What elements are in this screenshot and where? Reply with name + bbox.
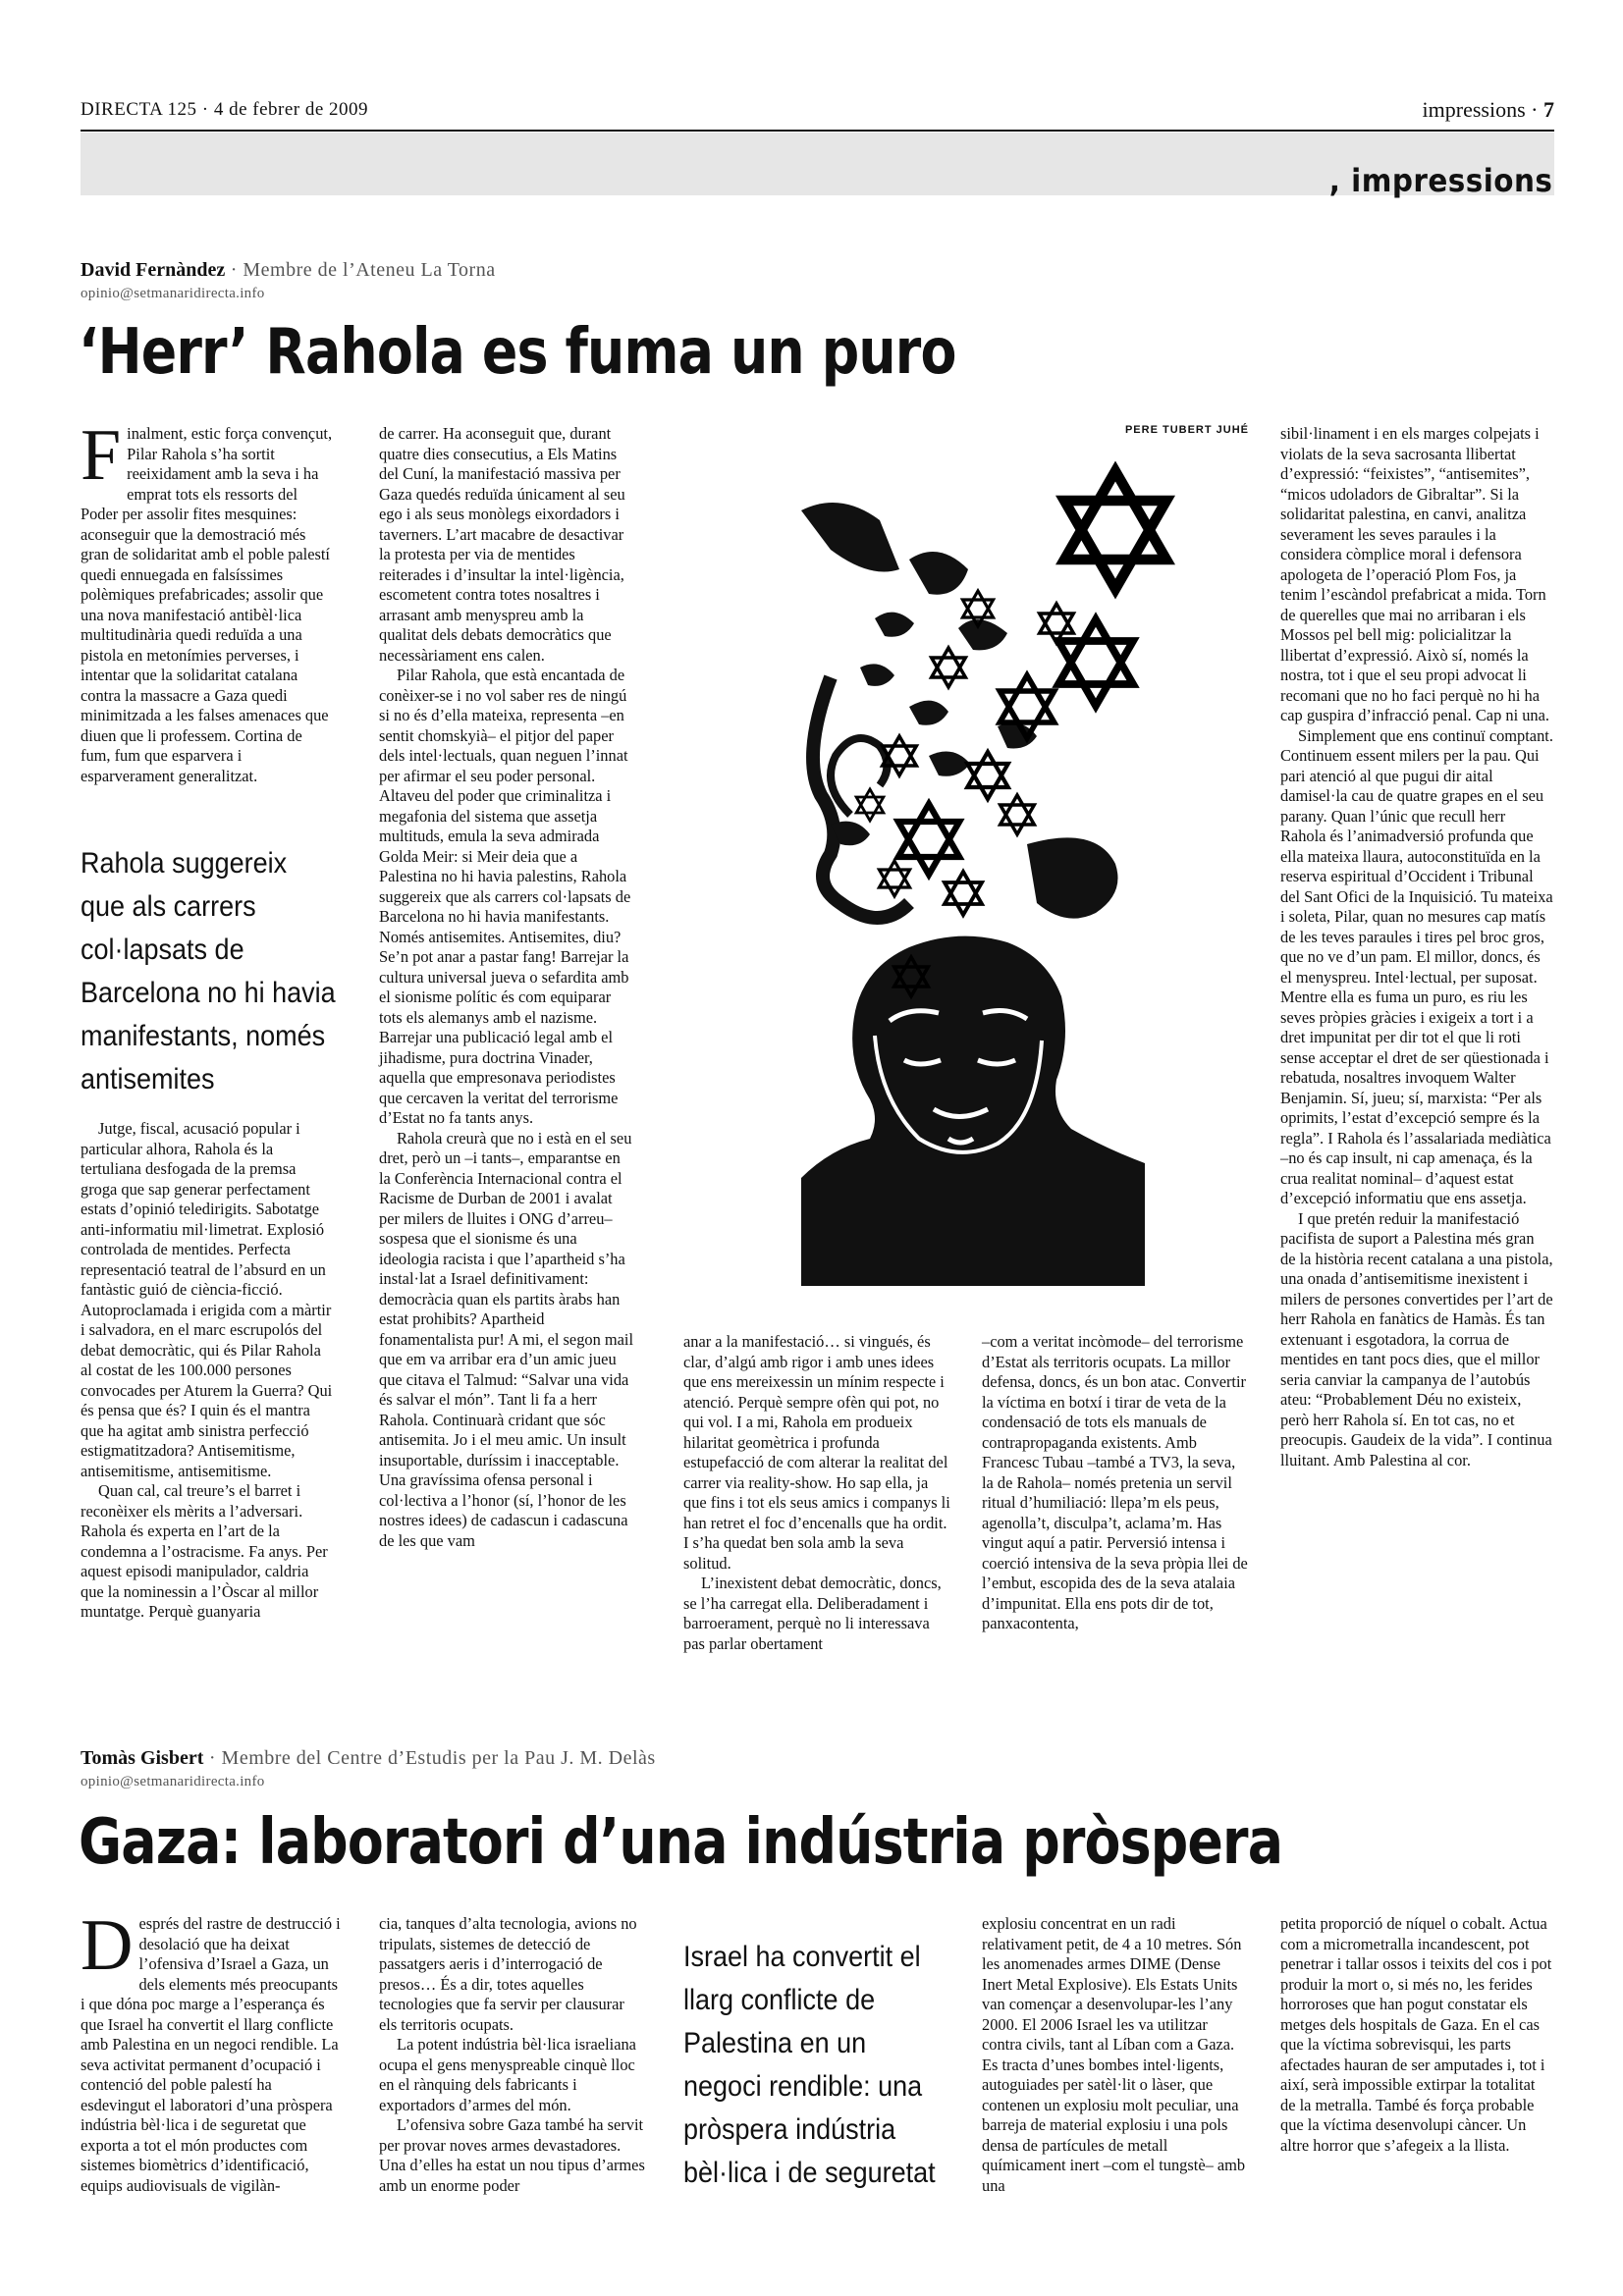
article1-col1-text: inalment, estic força convençut, Pilar Rahola s’ha sortit reeixidament amb la seva i ha emprat tots els ressorts del Poder per assolir fites mesquines: aconseguir que la demostració més gran de solidaritat amb el poble palestí quedi ennuegada en falsíssimes polèmiques prefabricades; assolir que una nova manifestació antibèl·lica multitudinària quedi reduïda a una pistola en metonímies perverses, i intentar que la solidaritat catalana contra la massacre a Gaza quedi minimitzada a les falses amenaces que diuen que li professem. Cortina de fum, fum que esparvera i esparverament generalitzat.	[81, 424, 333, 785]
article2-pull-quote: Israel ha convertit el llarg conflicte de Palestina en un negoci rendible: una pròspera indústria bèl·lica i de seguretat	[683, 1941, 936, 2189]
article1-column-1	[81, 415, 336, 786]
article1-col1-para2: Jutge, fiscal, acusació popular i particular alhora, Rahola és la tertuliana desfogada de la premsa groga que sap generar perfectament estats d’opinió teledirigits. Sabotatge anti-informatiu mil·limetrat. Explosió controlada de mentides. Perfecta representació teatral de l’absurd en un fantàstic guió de ciència-ficció. Autoproclamada i erigida com a màrtir i salvadora, en el marc escrupolós del debat democràtic, qui és Pilar Rahola al costat de les 100.000 persones convocades per Aturem la Guerra? Qui és pensa que és? I quin és el mantra que ha agitat amb sinistra perfecció estigmatitzadora? Antisemitisme, antisemitisme, antisemitisme.	[81, 1119, 333, 1480]
article1-col1-para3: Quan cal, cal treure’s el barret i reconèixer els mèrits a l’adversari. Rahola és experta en l’art de la condemna a l’ostracisme. Fa anys. Per aquest episodi manipulador, caldria que la nominessin a l’Òscar al millor muntatge. Perquè guanyaria	[81, 1481, 328, 1621]
article1-col5-para2: Simplement que ens continuï comptant. Continuem essent milers per la pau. Qui pari atenció al que pugui dir aital damisel·la cau de quatre grapes en el seu parany. Quan l’únic que recull herr Rahola és l’animadversió profunda que ella mateixa llaura, autoconstituïda en la reserva espiritual d’Occident i Tribunal del Sant Ofici de la Inquisició. Tu mateixa i soleta, Pilar, quan no mesures cap matís de les teves paraules i tires pel broc gros, que no ve d’un pam. El millor, doncs, és el menyspreu. Intel·lectual, per suposat. Mentre ella es fuma un puro, es riu les seves pròpies gràcies i exigeix a tort i a dret impunitat per dir tot el que li roti sense acceptar el dret de ser qüestionada i rebatuda, nosaltres invoquem Walter Benjamin. Sí, jueu; sí, marxista: “Per als oprimits, l’estat d’excepció sempre és la regla”. I Rahola és l’assalariada mediàtica –no és cap insult, ni cap amenaça, és la crua realitat nominal– d’aquest estat d’excepció informatiu que ens assetja.	[1280, 725, 1553, 1207]
article2-role: · Membre del Centre d’Estudis per la Pau J. M. Delàs	[203, 1747, 656, 1769]
article2-column-5	[1280, 1914, 1553, 2156]
article2-col2-para1: cia, tanques d’alta tecnologia, avions no tripulats, sistemes de detecció de passatgers aeris i d’interrogació de presos… És a dir, totes aquelles tecnologies que fa servir per clausurar els territoris ocupats.	[379, 1914, 637, 2034]
page-section-label	[1423, 97, 1554, 123]
article2-col5-para1: petita proporció de níquel o cobalt. Actua com a micrometralla incandescent, pot penetrar i tallar ossos i teixits del cos i pot produir la mort o, si més no, les ferides horroroses que han pogut constatar els metges dels hospitals de Gaza. En el cas que la víctima sobrevisqui, les parts afectades hauran de ser amputades i, tot i així, serà impossible extirpar la totalitat de la metralla. També és força probable que la víctima desenvolupi càncer. Un altre horror que s’afegeix a la llista.	[1280, 1914, 1552, 2155]
separator: ·	[1525, 97, 1543, 122]
article1-role: · Membre de l’Ateneu La Torna	[225, 259, 496, 281]
article1-column-4	[982, 1332, 1249, 1634]
article1-column-5	[1280, 424, 1553, 1470]
article2-byline	[81, 1747, 656, 1770]
article2-column-4	[982, 1914, 1249, 2196]
section-title: , impressions	[1328, 162, 1552, 199]
article1-byline	[81, 259, 496, 282]
article1-pull-quote: Rahola suggereix que als carrers col·lapsats de Barcelona no hi havia manifestants, només antisemites	[81, 847, 336, 1095]
article2-email[interactable]: opinio@setmanaridirecta.info	[81, 1774, 265, 1789]
article1-column-1b	[81, 1119, 336, 1623]
article2-column-2	[379, 1914, 646, 2196]
article1-col4-para1: –com a veritat incòmode– del terrorisme d’Estat als territoris ocupats. La millor defensa, doncs, és un bon atac. Convertir la víctima en botxí i tirar de veta de la condensació de tots els manuals de contrapropaganda existents. Amb Francesc Tubau –també a TV3, la seva, la de Rahola– només pretenia un servil ritual d’humiliació: llepa’m els peus, agenolla’t, disculpa’t, aclama’m. Has vingut aquí a patir. Perversió intensa i coerció intensiva de la seva pròpia llei de l’embut, escopida des de la seva atalaia d’impunitat. Ella ens pots dir de tot, panxacontenta,	[982, 1332, 1248, 1632]
article2-col2-para3: L’ofensiva sobre Gaza també ha servit per provar noves armes devastadores. Una d’elles ha estat un nou tipus d’armes amb un enorme poder	[379, 2115, 645, 2195]
article2-col4-para1: explosiu concentrat en un radi relativament petit, de 4 a 10 metres. Són les anomenades armes DIME (Dense Inert Metal Explosive). Els Estats Units van començar a desenvolupar-les l’any 2000. El 2006 Israel les va utilitzar contra civils, tant al Líban com a Gaza. Es tracta d’unes bombes intel·ligents, autoguiades per satèl·lit o làser, que contenen un explosiu molt peculiar, una barreja de material explosiu i una pols densa de partícules de metall químicament inert –com el tungstè– amb una	[982, 1914, 1246, 2195]
star-of-david-illustration	[683, 432, 1249, 1286]
article2-col1-para	[81, 1905, 344, 2196]
article1-col2-para2: Pilar Rahola, que està encantada de conèixer-se i no vol saber res de ningú si no és d’ella mateixa, representa –en sentit chomskyià– el pitjor del paper dels intel·lectuals, quan neguen l’innat per afirmar el seu poder personal. Altaveu del poder que criminalitza i megafonia del sistema que assetja multituds, emula la seva admirada Golda Meir: si Meir deia que a Palestina no hi havia palestins, Rahola suggereix que als carrers col·lapsats de Barcelona no hi havia manifestants. Només antisemites. Antisemites, diu? Se’n pot anar a pastar fang! Barrejar la cultura universal jueva o sefardita amb el sionisme polític és com equiparar tots els alemanys amb el nazisme. Barrejar una publicació legal amb el jihadisme, pura doctrina Vinader, aquella que empresonava periodistes que cercaven la veritat del terrorisme d’Estat no fa tants anys.	[379, 666, 631, 1127]
article2-column-1	[81, 1905, 344, 2196]
article2-col2-para2: La potent indústria bèl·lica israeliana ocupa el gens menyspreable cinquè lloc en el rànquing dels fabricants i exportadors d’armes del món.	[379, 2035, 636, 2114]
article1-column-2	[379, 424, 634, 1551]
article1-column-3	[683, 1332, 950, 1654]
article1-col5-para3: I que pretén reduir la manifestació pacifista de suport a Palestina més gran de la història recent catalana a una pistola, una onada d’antisemitisme inexistent i milers de persones convertides per l’art de herr Rahola en fanàtics de Hamàs. És tan extenuant i esgotadora, la corrua de mentides en tant pocs dies, que el millor seria canviar la campanya de l’autobús ateu: “Probablement Déu no existeix, però herr Rahola sí. En tot cas, no et preocupis. Gaudeix de la vida”. I continua lluitant. Amb Palestina al cor.	[1280, 1208, 1553, 1469]
article1-col2-para1: de carrer. Ha aconseguit que, durant quatre dies consecutius, a Els Matins del Cuní, la manifestació massiva per Gaza quedés reduïda únicament al seu ego i als seus monòlegs eixordadors i taverners. L’art macabre de desactivar la protesta per via de mentides reiterades i d’insultar la intel·ligència, escometent contra totes nosaltres i arrasant amb menyspreu amb la qualitat dels debats democràtics que necessàriament ens calen.	[379, 424, 625, 665]
article1-col3-para2: L’inexistent debat democràtic, doncs, se l’ha carregat ella. Deliberadament i barroerament, perquè no li interessava pas parlar obertament	[683, 1574, 942, 1653]
illustration	[683, 424, 1249, 1286]
article1-title: ‘Herr’ Rahola es fuma un puro	[79, 316, 956, 389]
article1-email[interactable]: opinio@setmanaridirecta.info	[81, 286, 265, 301]
issue-info: DIRECTA 125 · 4 de febrer de 2009	[81, 99, 369, 120]
page-number: 7	[1543, 97, 1554, 122]
article1-col5-para1: sibil·linament i en els marges colpejats i violats de la seva sacrosanta llibertat d’expressió: “feixistes”, “antisemites”, “micos udoladors de Gibraltar”. Si la solidaritat palestina, en canvi, analitza severament les seves paraules i la considera còmplice moral i defensora apologeta de l’operació Plom Fos, ja tenim l’escàndol prefabricat a mida. Torn de querelles que mai no arribaran i els Mossos pel bell mig: policialitzar la llibertat d’expressió. Això sí, només la nostra, tot i que el seu propi advocat li recomani que no ho faci perquè no hi ha cap guspira d’infracció penal. Cap ni una.	[1280, 424, 1549, 724]
article1-col3-para1: anar a la manifestació… si vingués, és clar, d’algú amb rigor i amb unes idees que ens mereixessin un mínim respecte i atenció. Perquè sempre ofèn qui pot, no qui vol. I a mi, Rahola em produeix hilaritat geomètrica i profunda estupefacció de com alterar la realitat del carrer via reality-show. Ho sap ella, ja que fins i tot els seus amics i companys li han retret el foc d’encenalls que ha ordit. I s’ha quedat ben sola amb la seva solitud.	[683, 1332, 950, 1573]
article1-dropcap: F	[81, 415, 122, 496]
header-rule	[81, 130, 1554, 132]
article1-col2-para3: Rahola creurà que no i està en el seu dret, però un –i tants–, emparantse en la Conferència Internacional contra el Racisme de Durban de 2001 i avalat per milers de lluites i ONG d’arreu– sospesa que el sionisme és una ideologia racista i que l’apartheid s’ha instal·lat a Israel definitivament: democràcia quan els partits àrabs han estat prohibits? Apartheid fonamentalista pur! A mi, el segon mail que em va arribar era d’un amic jueu que citava el Talmud: “Salvar una vida és salvar el món”. Tant li fa a herr Rahola. Continuarà cridant que sóc antisemita. Jo i el meu amic. Un insult insuportable, duríssim i inacceptable. Una gravíssima ofensa personal i col·lectiva a l’honor (sí, l’honor de les nostres idees) de cadascun i cadascuna de les que vam	[379, 1128, 634, 1550]
article2-dropcap: D	[81, 1905, 134, 1986]
article2-author: Tomàs Gisbert	[81, 1747, 204, 1769]
article1-col1-para	[81, 415, 336, 786]
article2-col1-text: esprés del rastre de destrucció i desolació que ha deixat l’ofensiva d’Israel a Gaza, un dels elements més preocupants i que dóna poc marge a l’esperança és que Israel ha convertit el llarg conflicte amb Palestina en un negoci rendible. La seva activitat permanent d’ocupació i contenció del poble palestí ha esdevingut el laboratori d’una pròspera indústria bèl·lica i de seguretat que exporta a tot el món productes com sistemes biomètrics d’identificació, equips audiovisuals de vigilàn-	[81, 1914, 341, 2195]
image-credit: PERE TUBERT JUHÉ	[1124, 424, 1249, 436]
article1-author: David Fernàndez	[81, 259, 226, 281]
article2-title: Gaza: laboratori d’una indústria pròspera	[79, 1806, 1283, 1879]
section-name: impressions	[1422, 97, 1526, 122]
